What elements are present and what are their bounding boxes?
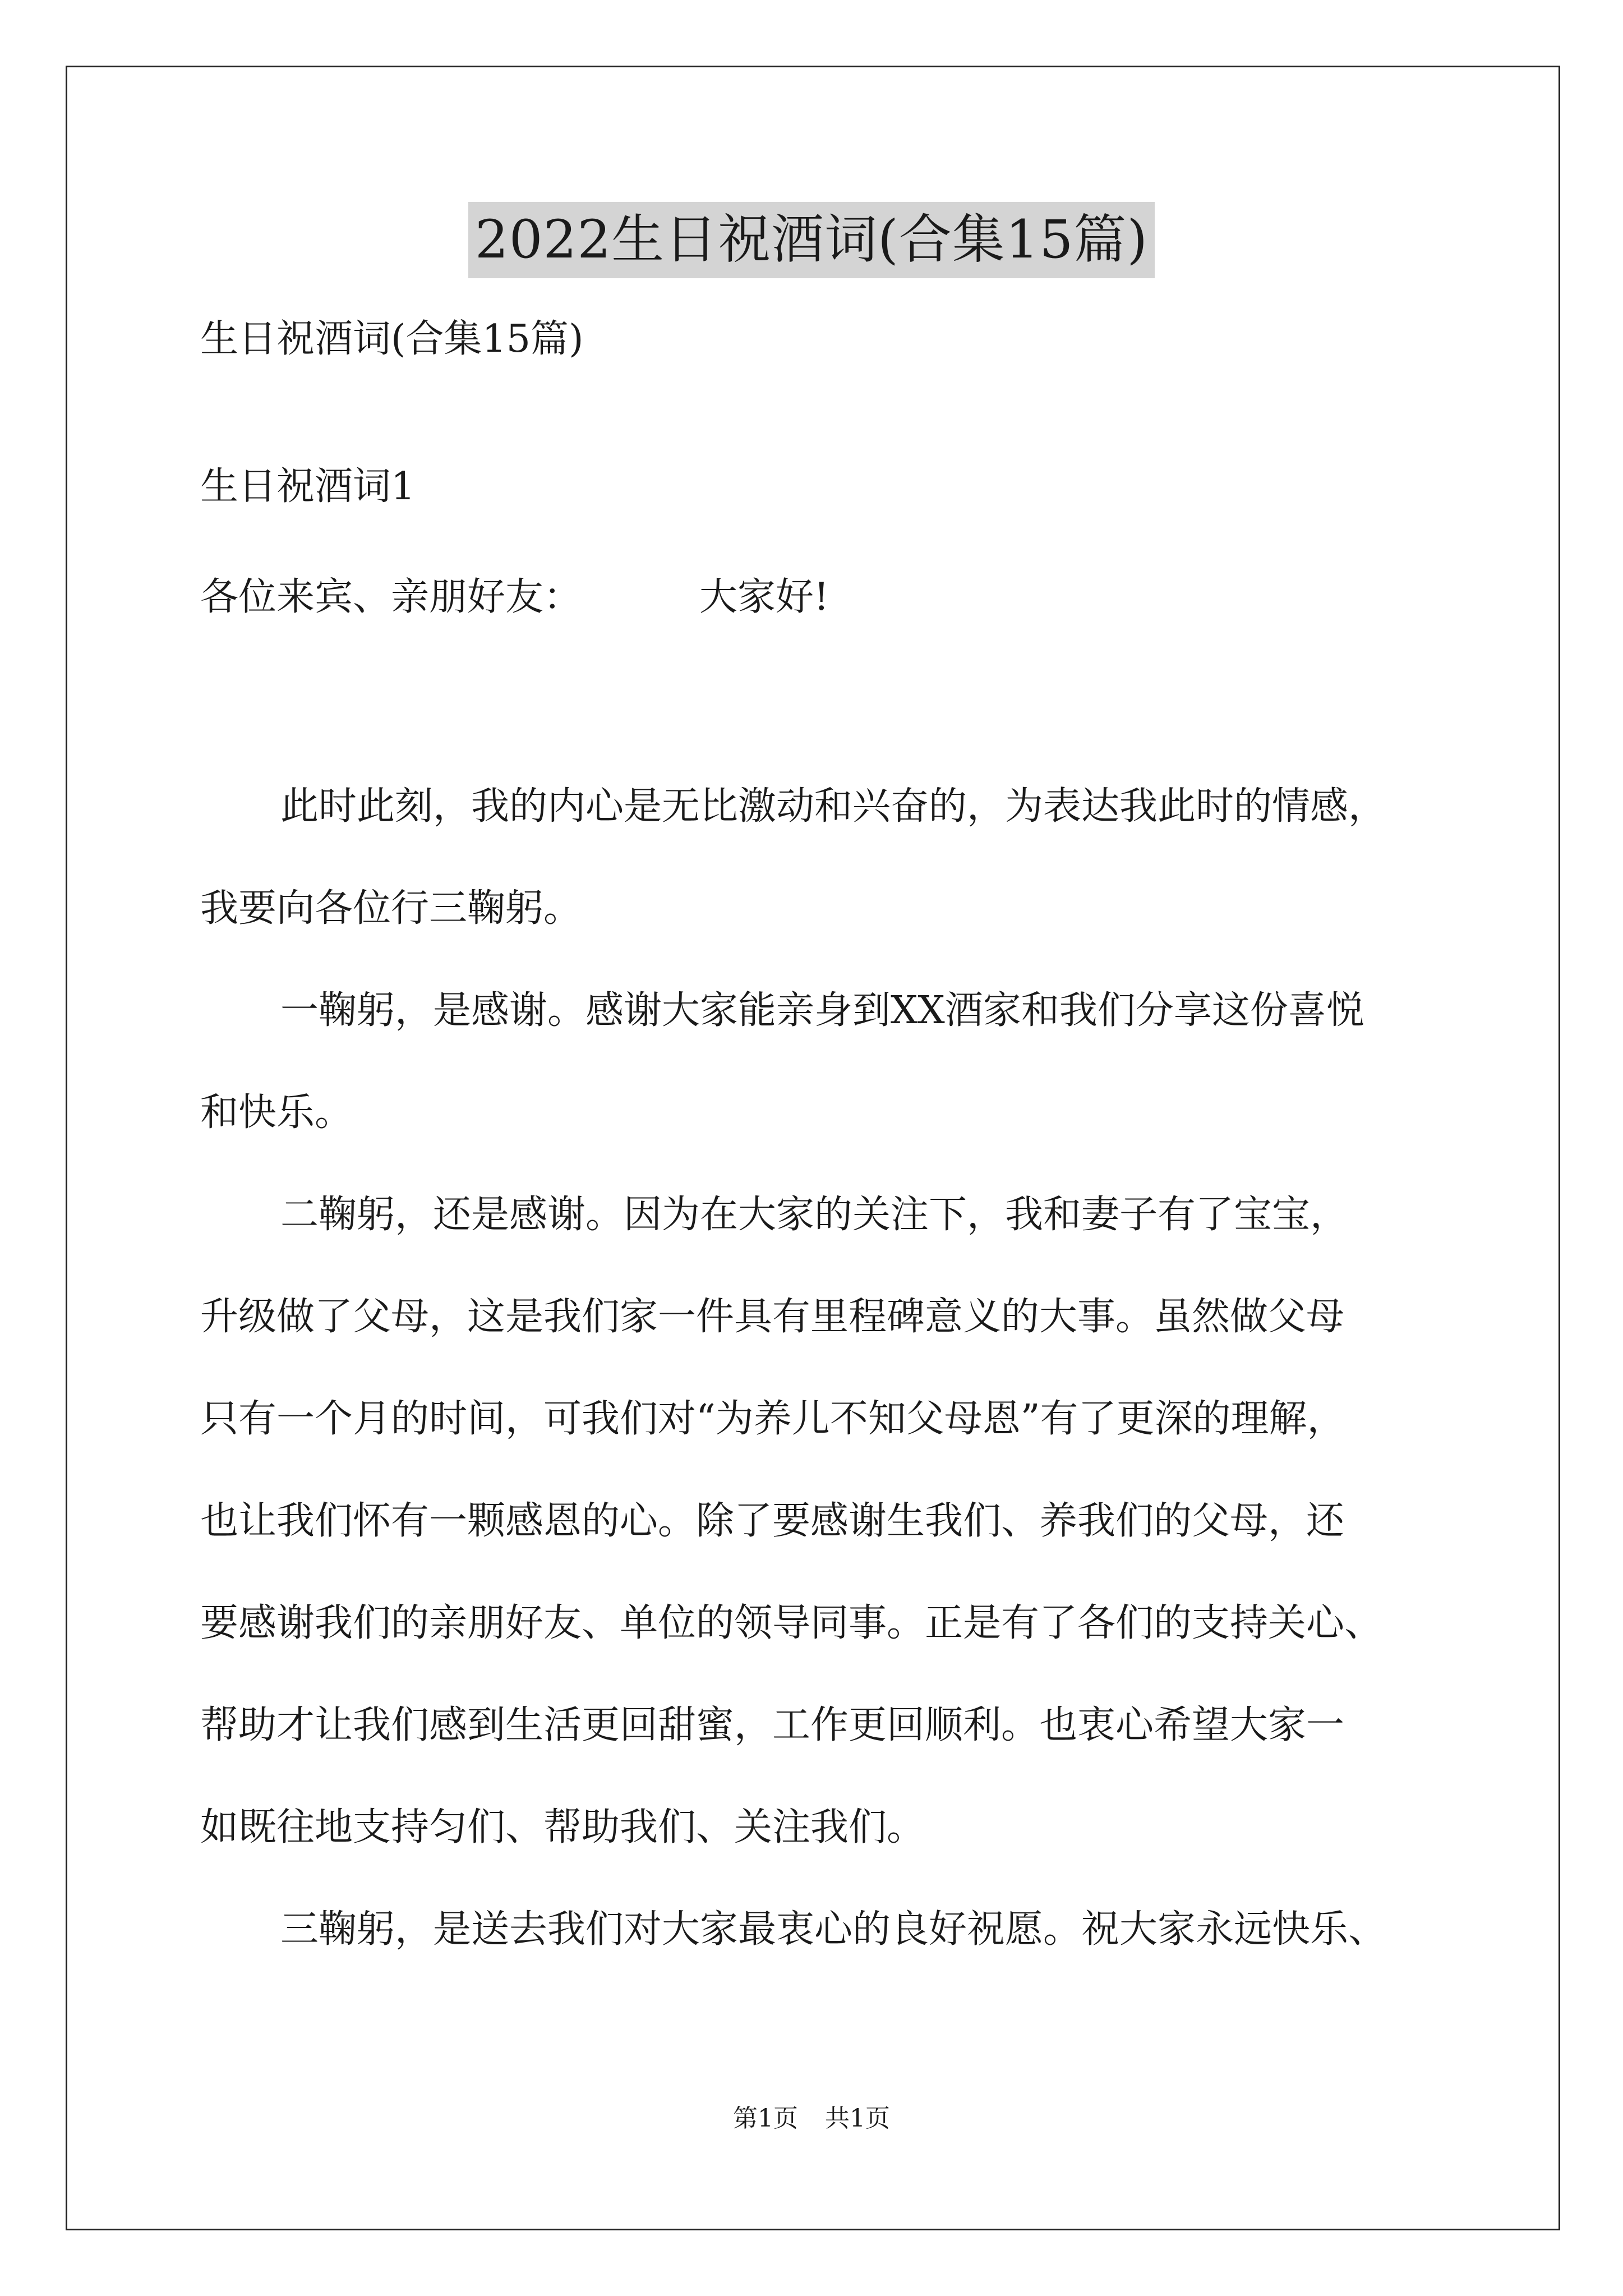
body-line: 只有一个月的时间，可我们对“为养儿不知父母恩”有了更深的理解， [200, 1397, 1345, 1441]
body-line: 三鞠躬，是送去我们对大家最衷心的良好祝愿。祝大家永远快乐、 [280, 1907, 1387, 1952]
body-line: 也让我们怀有一颗感恩的心。除了要感谢生我们、养我们的父母，还 [200, 1499, 1345, 1543]
document-title: 2022生日祝酒词(合集15篇) [468, 202, 1155, 278]
title-container [0, 202, 1623, 278]
body-line: 一鞠躬，是感谢。感谢大家能亲身到XX酒家和我们分享这份喜悦 [280, 988, 1364, 1033]
body-line: 和快乐。 [200, 1091, 353, 1135]
page-footer [0, 2098, 1623, 2134]
page-total: 共1页 [825, 2104, 890, 2133]
body-line: 升级做了父母，这是我们家一件具有里程碑意义的大事。虽然做父母 [200, 1295, 1345, 1339]
section-heading: 生日祝酒词1 [200, 464, 416, 509]
body-line: 帮助才让我们感到生活更回甜蜜，工作更回顺利。也衷心希望大家一 [200, 1703, 1345, 1747]
salutation: 各位来宾、亲朋好友： [200, 575, 582, 619]
body-line: 我要向各位行三鞠躬。 [200, 886, 582, 931]
page-number: 第1页 [733, 2104, 798, 2133]
salutation-line [200, 572, 829, 623]
body-line: 此时此刻，我的内心是无比激动和兴奋的，为表达我此时的情感， [280, 784, 1387, 829]
body-line: 如既往地支持匀们、帮助我们、关注我们。 [200, 1805, 925, 1849]
body-line: 要感谢我们的亲朋好友、单位的领导同事。正是有了各们的支持关心、 [200, 1601, 1383, 1645]
document-subtitle: 生日祝酒词(合集15篇) [200, 317, 584, 361]
greeting: 大家好! [699, 575, 829, 619]
body-line: 二鞠躬，还是感谢。因为在大家的关注下，我和妻子有了宝宝， [280, 1193, 1349, 1237]
